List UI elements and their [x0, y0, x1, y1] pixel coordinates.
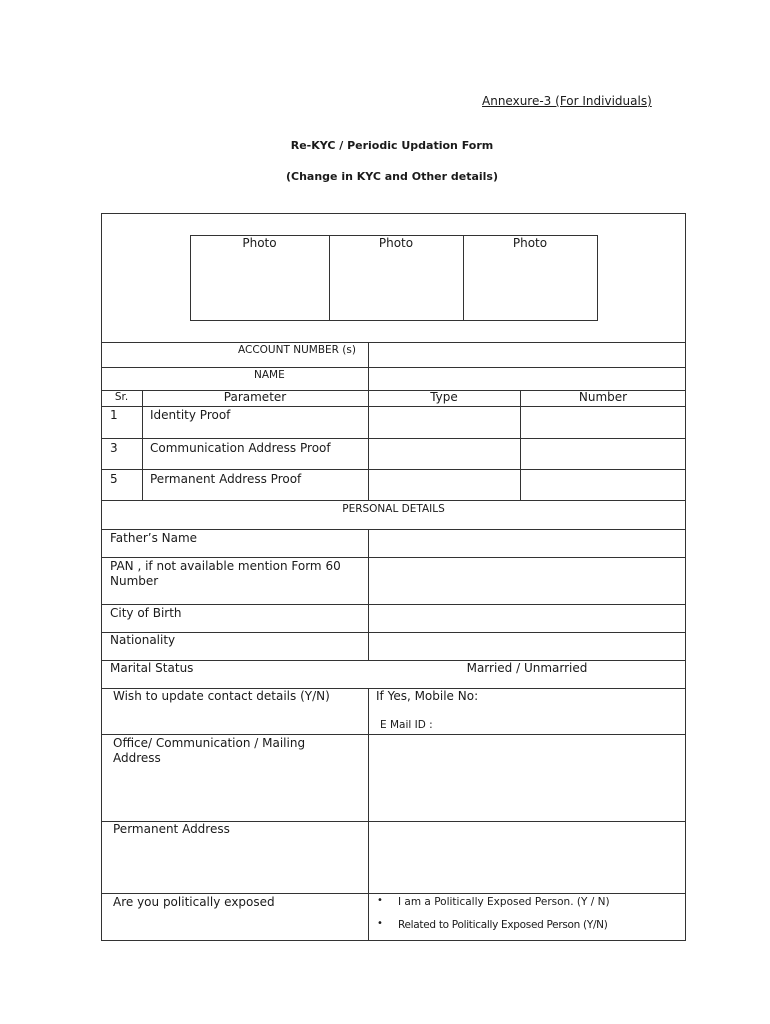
- office-address-label: Office/ Communication / Mailing: [113, 736, 306, 750]
- proof-parameter: Permanent Address Proof: [150, 472, 302, 486]
- communication-proof-number-field[interactable]: [521, 439, 685, 468]
- proof-parameter: Communication Address Proof: [150, 441, 331, 455]
- bullet-icon: •: [377, 895, 383, 906]
- pep-option-self[interactable]: I am a Politically Exposed Person. (Y / N): [398, 896, 610, 908]
- email-field[interactable]: [440, 714, 685, 733]
- identity-proof-type-field[interactable]: [369, 407, 519, 437]
- contact-update-label: Wish to update contact details (Y/N): [113, 689, 330, 703]
- office-address-label-cont: Address: [113, 751, 161, 765]
- personal-details-heading: PERSONAL DETAILS: [342, 503, 445, 515]
- communication-proof-type-field[interactable]: [369, 439, 519, 468]
- header-number: Number: [578, 390, 628, 404]
- column-divider: [142, 390, 143, 500]
- fathers-name-label: Father’s Name: [110, 531, 198, 545]
- header-sr: Sr.: [114, 391, 129, 403]
- proof-sr: 5: [110, 472, 118, 486]
- pan-field[interactable]: [369, 558, 685, 603]
- city-of-birth-field[interactable]: [369, 605, 685, 631]
- permanent-address-field[interactable]: [369, 822, 685, 892]
- permanent-address-label: Permanent Address: [113, 822, 230, 836]
- nationality-label: Nationality: [110, 633, 176, 647]
- nationality-field[interactable]: [369, 633, 685, 659]
- photo-slot-2[interactable]: Photo: [378, 236, 414, 250]
- marital-status-options[interactable]: Married / Unmarried: [466, 661, 588, 675]
- office-address-field[interactable]: [369, 735, 685, 820]
- bullet-icon: •: [377, 918, 383, 929]
- email-label: E Mail ID :: [380, 719, 433, 731]
- politically-exposed-label: Are you politically exposed: [113, 895, 275, 909]
- header-type: Type: [430, 390, 458, 404]
- permanent-proof-type-field[interactable]: [369, 470, 519, 499]
- proof-parameter: Identity Proof: [150, 408, 231, 422]
- proof-sr: 3: [110, 441, 118, 455]
- account-number-field[interactable]: [369, 343, 685, 366]
- city-of-birth-label: City of Birth: [110, 606, 182, 620]
- annexure-label: Annexure-3 (For Individuals): [482, 94, 652, 108]
- identity-proof-number-field[interactable]: [521, 407, 685, 437]
- pep-option-related[interactable]: Related to Politically Exposed Person (Y/N): [398, 919, 608, 931]
- form-subtitle: (Change in KYC and Other details): [285, 170, 499, 183]
- form-title: Re-KYC / Periodic Updation Form: [290, 139, 494, 152]
- photo-slot-3[interactable]: Photo: [512, 236, 548, 250]
- pan-label-cont: Number: [110, 574, 159, 588]
- mobile-field[interactable]: [480, 689, 685, 711]
- photo-slot-1[interactable]: Photo: [242, 236, 277, 250]
- name-label: NAME: [254, 369, 285, 381]
- fathers-name-field[interactable]: [369, 530, 685, 556]
- header-parameter: Parameter: [223, 390, 287, 404]
- pan-label: PAN , if not available mention Form 60: [110, 559, 341, 573]
- marital-status-label: Marital Status: [110, 661, 194, 675]
- permanent-proof-number-field[interactable]: [521, 470, 685, 499]
- mobile-label: If Yes, Mobile No:: [376, 689, 479, 703]
- row-divider: [101, 893, 686, 894]
- row-divider: [101, 500, 686, 501]
- name-field[interactable]: [369, 368, 685, 389]
- account-number-label: ACCOUNT NUMBER (s): [238, 344, 356, 356]
- proof-sr: 1: [110, 408, 118, 422]
